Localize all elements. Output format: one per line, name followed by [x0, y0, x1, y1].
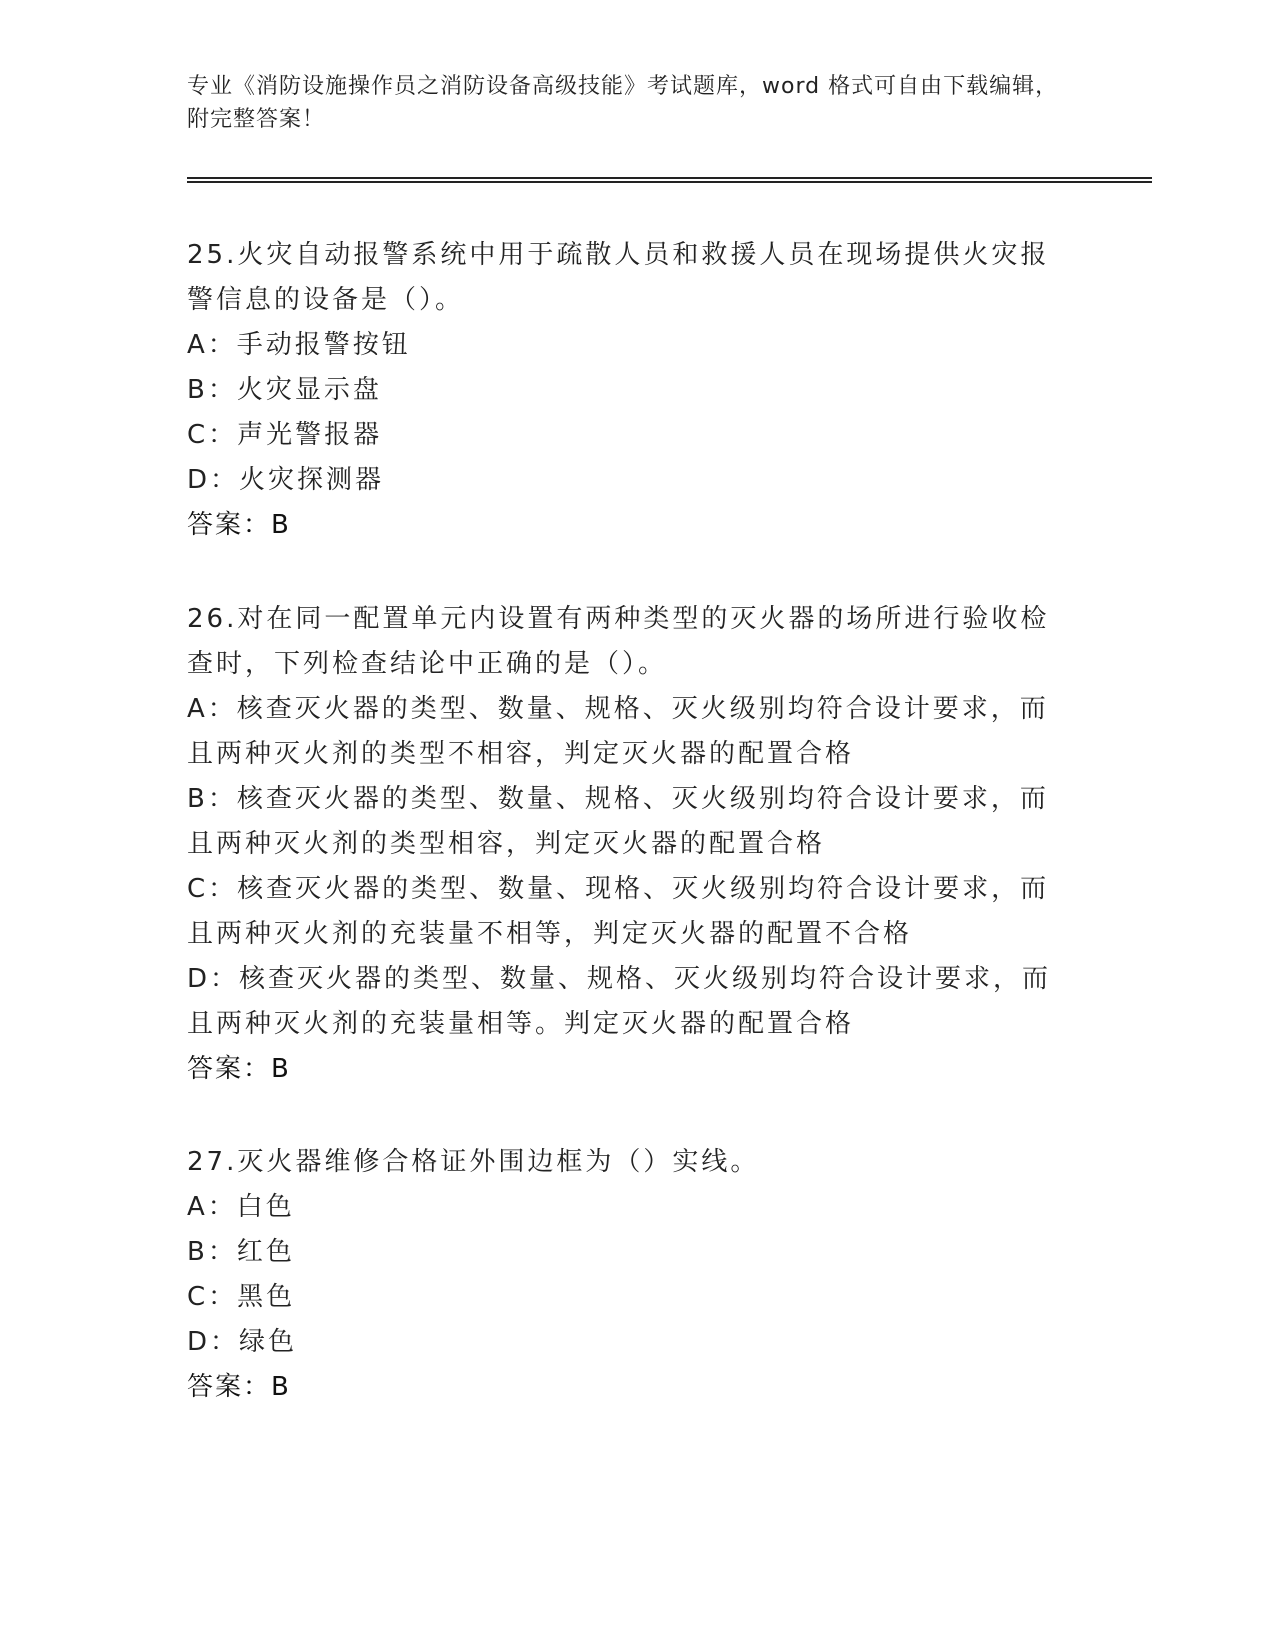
option-b: B：红色 [187, 1237, 295, 1267]
option-d: D：绿色 [187, 1327, 298, 1357]
question-stem: 27.灭火器维修合格证外围边框为（）实线。 [187, 1147, 760, 1177]
question-stem: 25.火灾自动报警系统中用于疏散人员和救援人员在现场提供火灾报警信息的设备是（）。 [187, 240, 1050, 315]
option-a: A：白色 [187, 1192, 295, 1222]
option-a: A：手动报警按钮 [187, 330, 411, 360]
document-header: 专业《消防设施操作员之消防设备高级技能》考试题库，word 格式可自由下载编辑，附完整答案！ [187, 74, 1059, 132]
header-divider-bottom [187, 181, 1152, 183]
header-divider-top [187, 177, 1152, 179]
question-26 [187, 597, 1077, 1092]
question-27 [187, 1140, 1077, 1410]
option-b: B：核查灭火器的类型、数量、规格、灭火级别均符合设计要求，而且两种灭火剂的类型相容，判定灭火器的配置合格 [187, 784, 1049, 859]
option-c: C：黑色 [187, 1282, 296, 1312]
option-b: B：火灾显示盘 [187, 375, 382, 405]
option-d: D：火灾探测器 [187, 465, 385, 495]
question-25 [187, 233, 1077, 548]
question-stem: 26.对在同一配置单元内设置有两种类型的灭火器的场所进行验收检查时，下列检查结论中正确的是（）。 [187, 604, 1050, 679]
option-a: A：核查灭火器的类型、数量、规格、灭火级别均符合设计要求，而且两种灭火剂的类型不相容，判定灭火器的配置合格 [187, 694, 1049, 769]
answer-line: 答案：B [187, 1372, 291, 1402]
option-c: C：核查灭火器的类型、数量、现格、灭火级别均符合设计要求，而且两种灭火剂的充装量不相等，判定灭火器的配置不合格 [187, 874, 1050, 949]
answer-line: 答案：B [187, 1054, 291, 1084]
option-c: C：声光警报器 [187, 420, 383, 450]
option-d: D：核查灭火器的类型、数量、规格、灭火级别均符合设计要求，而且两种灭火剂的充装量相等。判定灭火器的配置合格 [187, 964, 1052, 1039]
answer-line: 答案：B [187, 510, 291, 540]
